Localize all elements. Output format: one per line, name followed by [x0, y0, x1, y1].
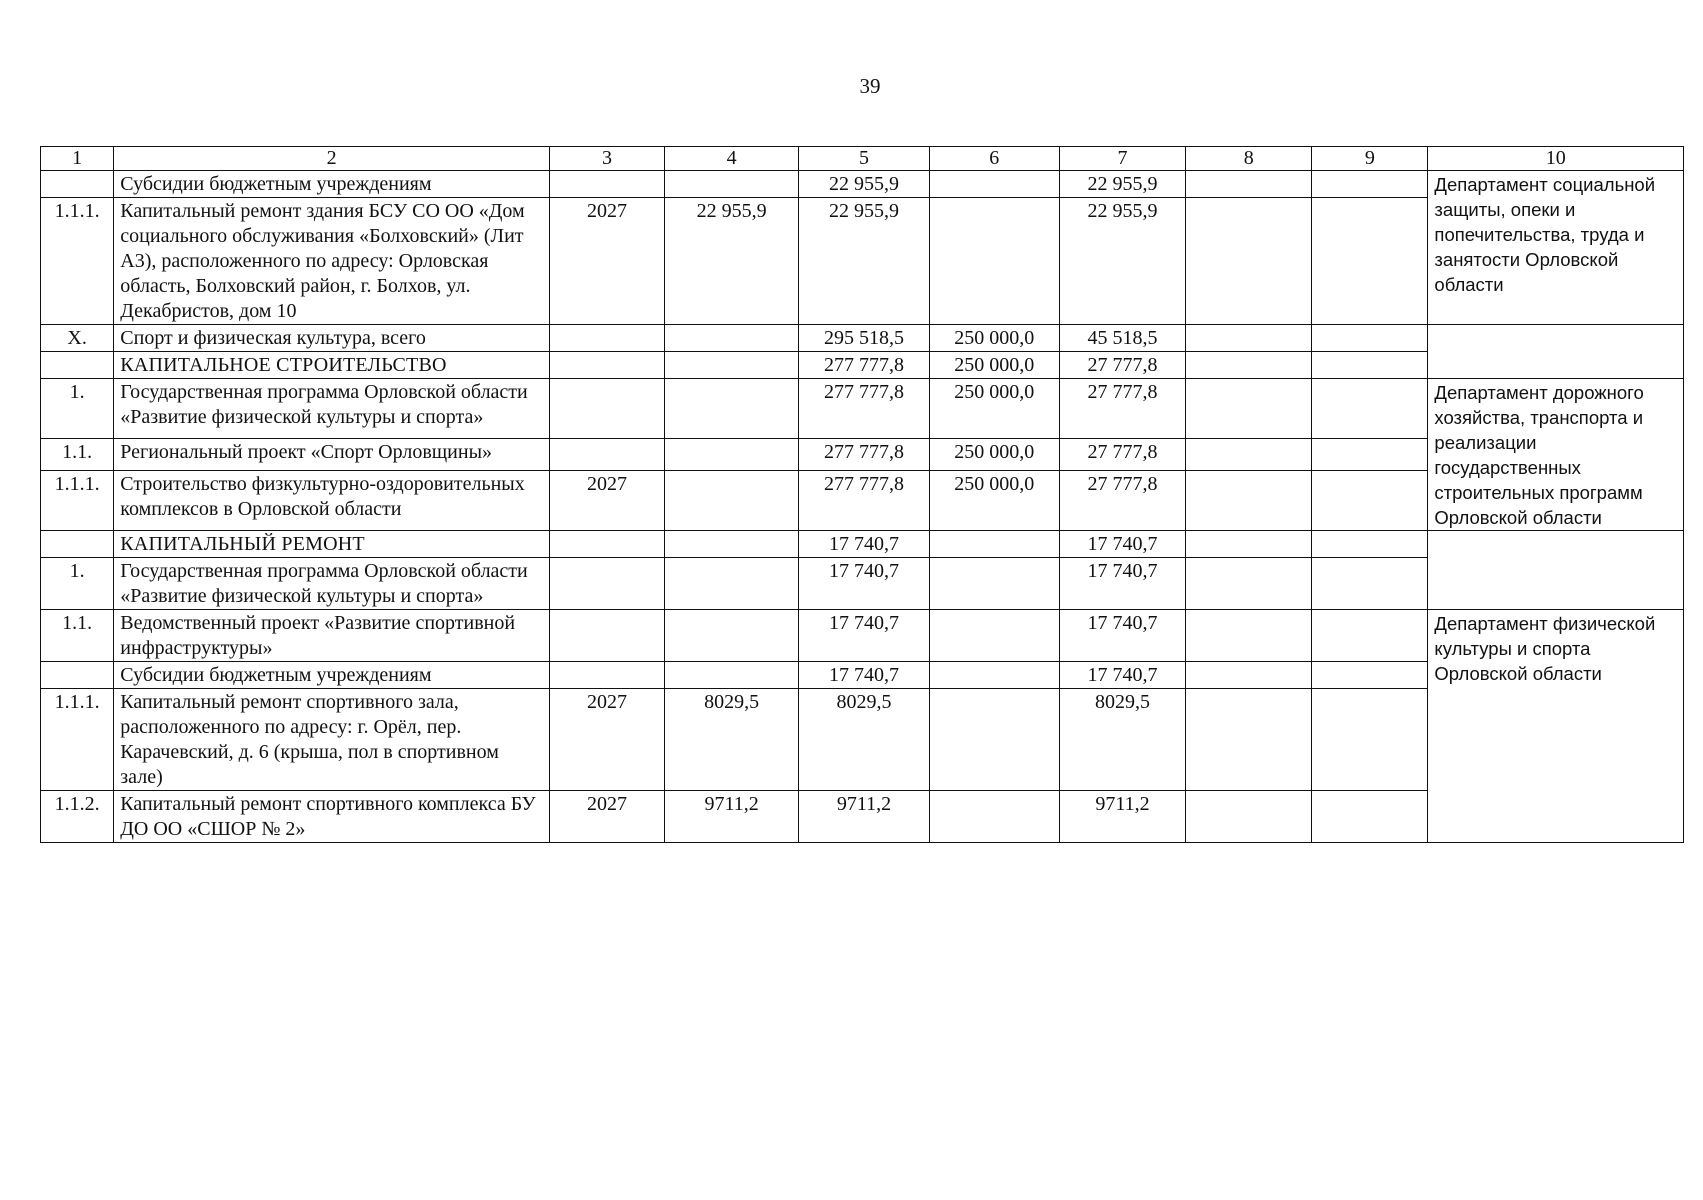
row-value-col7: 17 740,7: [1059, 662, 1185, 689]
column-header: 9: [1312, 147, 1428, 171]
row-name: Субсидии бюджетным учреждениям: [114, 662, 550, 689]
row-value-col9: [1312, 689, 1428, 791]
row-value-col5: 277 777,8: [799, 352, 929, 379]
row-value-col6: [929, 198, 1059, 325]
row-year: [549, 662, 664, 689]
column-header: 10: [1428, 147, 1684, 171]
row-value-col4: [664, 531, 798, 558]
row-year: [549, 325, 664, 352]
row-value-col7: 27 777,8: [1059, 470, 1185, 530]
column-header: 4: [664, 147, 798, 171]
row-number: 1.1.1.: [41, 198, 114, 325]
row-number: [41, 531, 114, 558]
row-year: [549, 171, 664, 198]
row-value-col6: [929, 791, 1059, 843]
row-value-col6: 250 000,0: [929, 470, 1059, 530]
row-value-col8: [1186, 558, 1312, 610]
row-number: 1.1.: [41, 439, 114, 470]
row-value-col8: [1186, 470, 1312, 530]
row-name: Капитальный ремонт спортивного комплекса БУ ДО ОО «СШОР № 2»: [114, 791, 550, 843]
budget-table: [40, 146, 1684, 843]
row-value-col7: 17 740,7: [1059, 610, 1185, 662]
row-value-col4: [664, 379, 798, 439]
row-year: [549, 379, 664, 439]
table-row: [41, 610, 1684, 662]
row-year: [549, 531, 664, 558]
row-value-col9: [1312, 325, 1428, 352]
row-value-col9: [1312, 352, 1428, 379]
row-value-col5: 295 518,5: [799, 325, 929, 352]
row-name: Субсидии бюджетным учреждениям: [114, 171, 550, 198]
row-number: [41, 352, 114, 379]
row-value-col5: 277 777,8: [799, 470, 929, 530]
responsible-department: [1428, 531, 1684, 610]
row-name: Строительство физкультурно-оздоровительных комплексов в Орловской области: [114, 470, 550, 530]
row-value-col8: [1186, 198, 1312, 325]
row-year: [549, 439, 664, 470]
row-name: Спорт и физическая культура, всего: [114, 325, 550, 352]
row-value-col4: 8029,5: [664, 689, 798, 791]
row-value-col5: 8029,5: [799, 689, 929, 791]
row-value-col4: 22 955,9: [664, 198, 798, 325]
row-value-col5: 17 740,7: [799, 531, 929, 558]
responsible-department: [1428, 325, 1684, 379]
table-row: [41, 325, 1684, 352]
row-year: 2027: [549, 791, 664, 843]
column-header: 7: [1059, 147, 1185, 171]
row-value-col9: [1312, 662, 1428, 689]
row-name: КАПИТАЛЬНОЕ СТРОИТЕЛЬСТВО: [114, 352, 550, 379]
row-value-col5: 277 777,8: [799, 439, 929, 470]
column-header: 8: [1186, 147, 1312, 171]
column-header: 6: [929, 147, 1059, 171]
row-value-col9: [1312, 791, 1428, 843]
row-number: 1.: [41, 379, 114, 439]
row-value-col9: [1312, 379, 1428, 439]
row-value-col8: [1186, 531, 1312, 558]
row-value-col9: [1312, 171, 1428, 198]
column-header: 5: [799, 147, 929, 171]
responsible-department: Департамент дорожного хозяйства, транспорта и реализации государственных строительных программ Орловской области: [1428, 379, 1684, 531]
row-number: [41, 662, 114, 689]
row-value-col7: 27 777,8: [1059, 352, 1185, 379]
row-number: 1.1.2.: [41, 791, 114, 843]
row-value-col6: [929, 531, 1059, 558]
row-value-col8: [1186, 439, 1312, 470]
row-value-col4: [664, 610, 798, 662]
row-value-col5: 22 955,9: [799, 198, 929, 325]
row-value-col8: [1186, 791, 1312, 843]
row-value-col8: [1186, 325, 1312, 352]
row-value-col8: [1186, 689, 1312, 791]
row-value-col6: 250 000,0: [929, 352, 1059, 379]
row-value-col9: [1312, 610, 1428, 662]
row-value-col7: 9711,2: [1059, 791, 1185, 843]
row-number: 1.: [41, 558, 114, 610]
row-value-col4: [664, 439, 798, 470]
table-row: [41, 171, 1684, 198]
row-value-col8: [1186, 662, 1312, 689]
row-year: 2027: [549, 198, 664, 325]
row-value-col6: 250 000,0: [929, 439, 1059, 470]
row-value-col8: [1186, 171, 1312, 198]
row-value-col4: [664, 470, 798, 530]
row-value-col9: [1312, 558, 1428, 610]
row-number: X.: [41, 325, 114, 352]
responsible-department: Департамент физической культуры и спорта Орловской области: [1428, 610, 1684, 843]
row-value-col5: 17 740,7: [799, 558, 929, 610]
row-year: 2027: [549, 689, 664, 791]
row-value-col7: 45 518,5: [1059, 325, 1185, 352]
row-value-col6: [929, 171, 1059, 198]
row-value-col5: 17 740,7: [799, 610, 929, 662]
row-value-col7: 8029,5: [1059, 689, 1185, 791]
row-value-col4: [664, 171, 798, 198]
row-value-col8: [1186, 379, 1312, 439]
responsible-department: Департамент социальной защиты, опеки и попечительства, труда и занятости Орловской области: [1428, 171, 1684, 325]
row-value-col8: [1186, 352, 1312, 379]
row-name: Капитальный ремонт здания БСУ СО ОО «Дом социального обслуживания «Болховский» (Лит А3), расположенного по адресу: Орловская область, Болховский район, г. Болхов, ул. Декабристов, дом 10: [114, 198, 550, 325]
row-year: [549, 352, 664, 379]
row-value-col4: [664, 352, 798, 379]
row-number: 1.1.1.: [41, 689, 114, 791]
row-value-col9: [1312, 531, 1428, 558]
row-name: Региональный проект «Спорт Орловщины»: [114, 439, 550, 470]
row-name: КАПИТАЛЬНЫЙ РЕМОНТ: [114, 531, 550, 558]
row-year: 2027: [549, 470, 664, 530]
row-name: Капитальный ремонт спортивного зала, расположенного по адресу: г. Орёл, пер. Карачевский, д. 6 (крыша, пол в спортивном зале): [114, 689, 550, 791]
row-value-col4: 9711,2: [664, 791, 798, 843]
row-value-col6: [929, 662, 1059, 689]
row-number: [41, 171, 114, 198]
row-value-col7: 27 777,8: [1059, 439, 1185, 470]
column-number-row: [41, 147, 1684, 171]
page-number: 39: [859, 74, 881, 98]
table-row: [41, 531, 1684, 558]
row-value-col4: [664, 325, 798, 352]
row-number: 1.1.1.: [41, 470, 114, 530]
row-value-col7: 17 740,7: [1059, 531, 1185, 558]
row-value-col5: 17 740,7: [799, 662, 929, 689]
row-value-col8: [1186, 610, 1312, 662]
table-row: [41, 379, 1684, 439]
row-value-col7: 22 955,9: [1059, 198, 1185, 325]
row-value-col9: [1312, 470, 1428, 530]
row-value-col7: 27 777,8: [1059, 379, 1185, 439]
column-header: 1: [41, 147, 114, 171]
row-name: Государственная программа Орловской области «Развитие физической культуры и спорта»: [114, 379, 550, 439]
row-value-col9: [1312, 439, 1428, 470]
row-value-col6: [929, 689, 1059, 791]
row-value-col9: [1312, 198, 1428, 325]
row-number: 1.1.: [41, 610, 114, 662]
row-value-col4: [664, 558, 798, 610]
row-value-col4: [664, 662, 798, 689]
row-year: [549, 610, 664, 662]
column-header: 3: [549, 147, 664, 171]
row-value-col6: 250 000,0: [929, 325, 1059, 352]
row-name: Ведомственный проект «Развитие спортивной инфраструктуры»: [114, 610, 550, 662]
row-value-col5: 9711,2: [799, 791, 929, 843]
row-value-col6: [929, 558, 1059, 610]
row-year: [549, 558, 664, 610]
row-name: Государственная программа Орловской области «Развитие физической культуры и спорта»: [114, 558, 550, 610]
row-value-col6: [929, 610, 1059, 662]
row-value-col6: 250 000,0: [929, 379, 1059, 439]
row-value-col5: 22 955,9: [799, 171, 929, 198]
row-value-col7: 17 740,7: [1059, 558, 1185, 610]
row-value-col5: 277 777,8: [799, 379, 929, 439]
column-header: 2: [114, 147, 550, 171]
row-value-col7: 22 955,9: [1059, 171, 1185, 198]
